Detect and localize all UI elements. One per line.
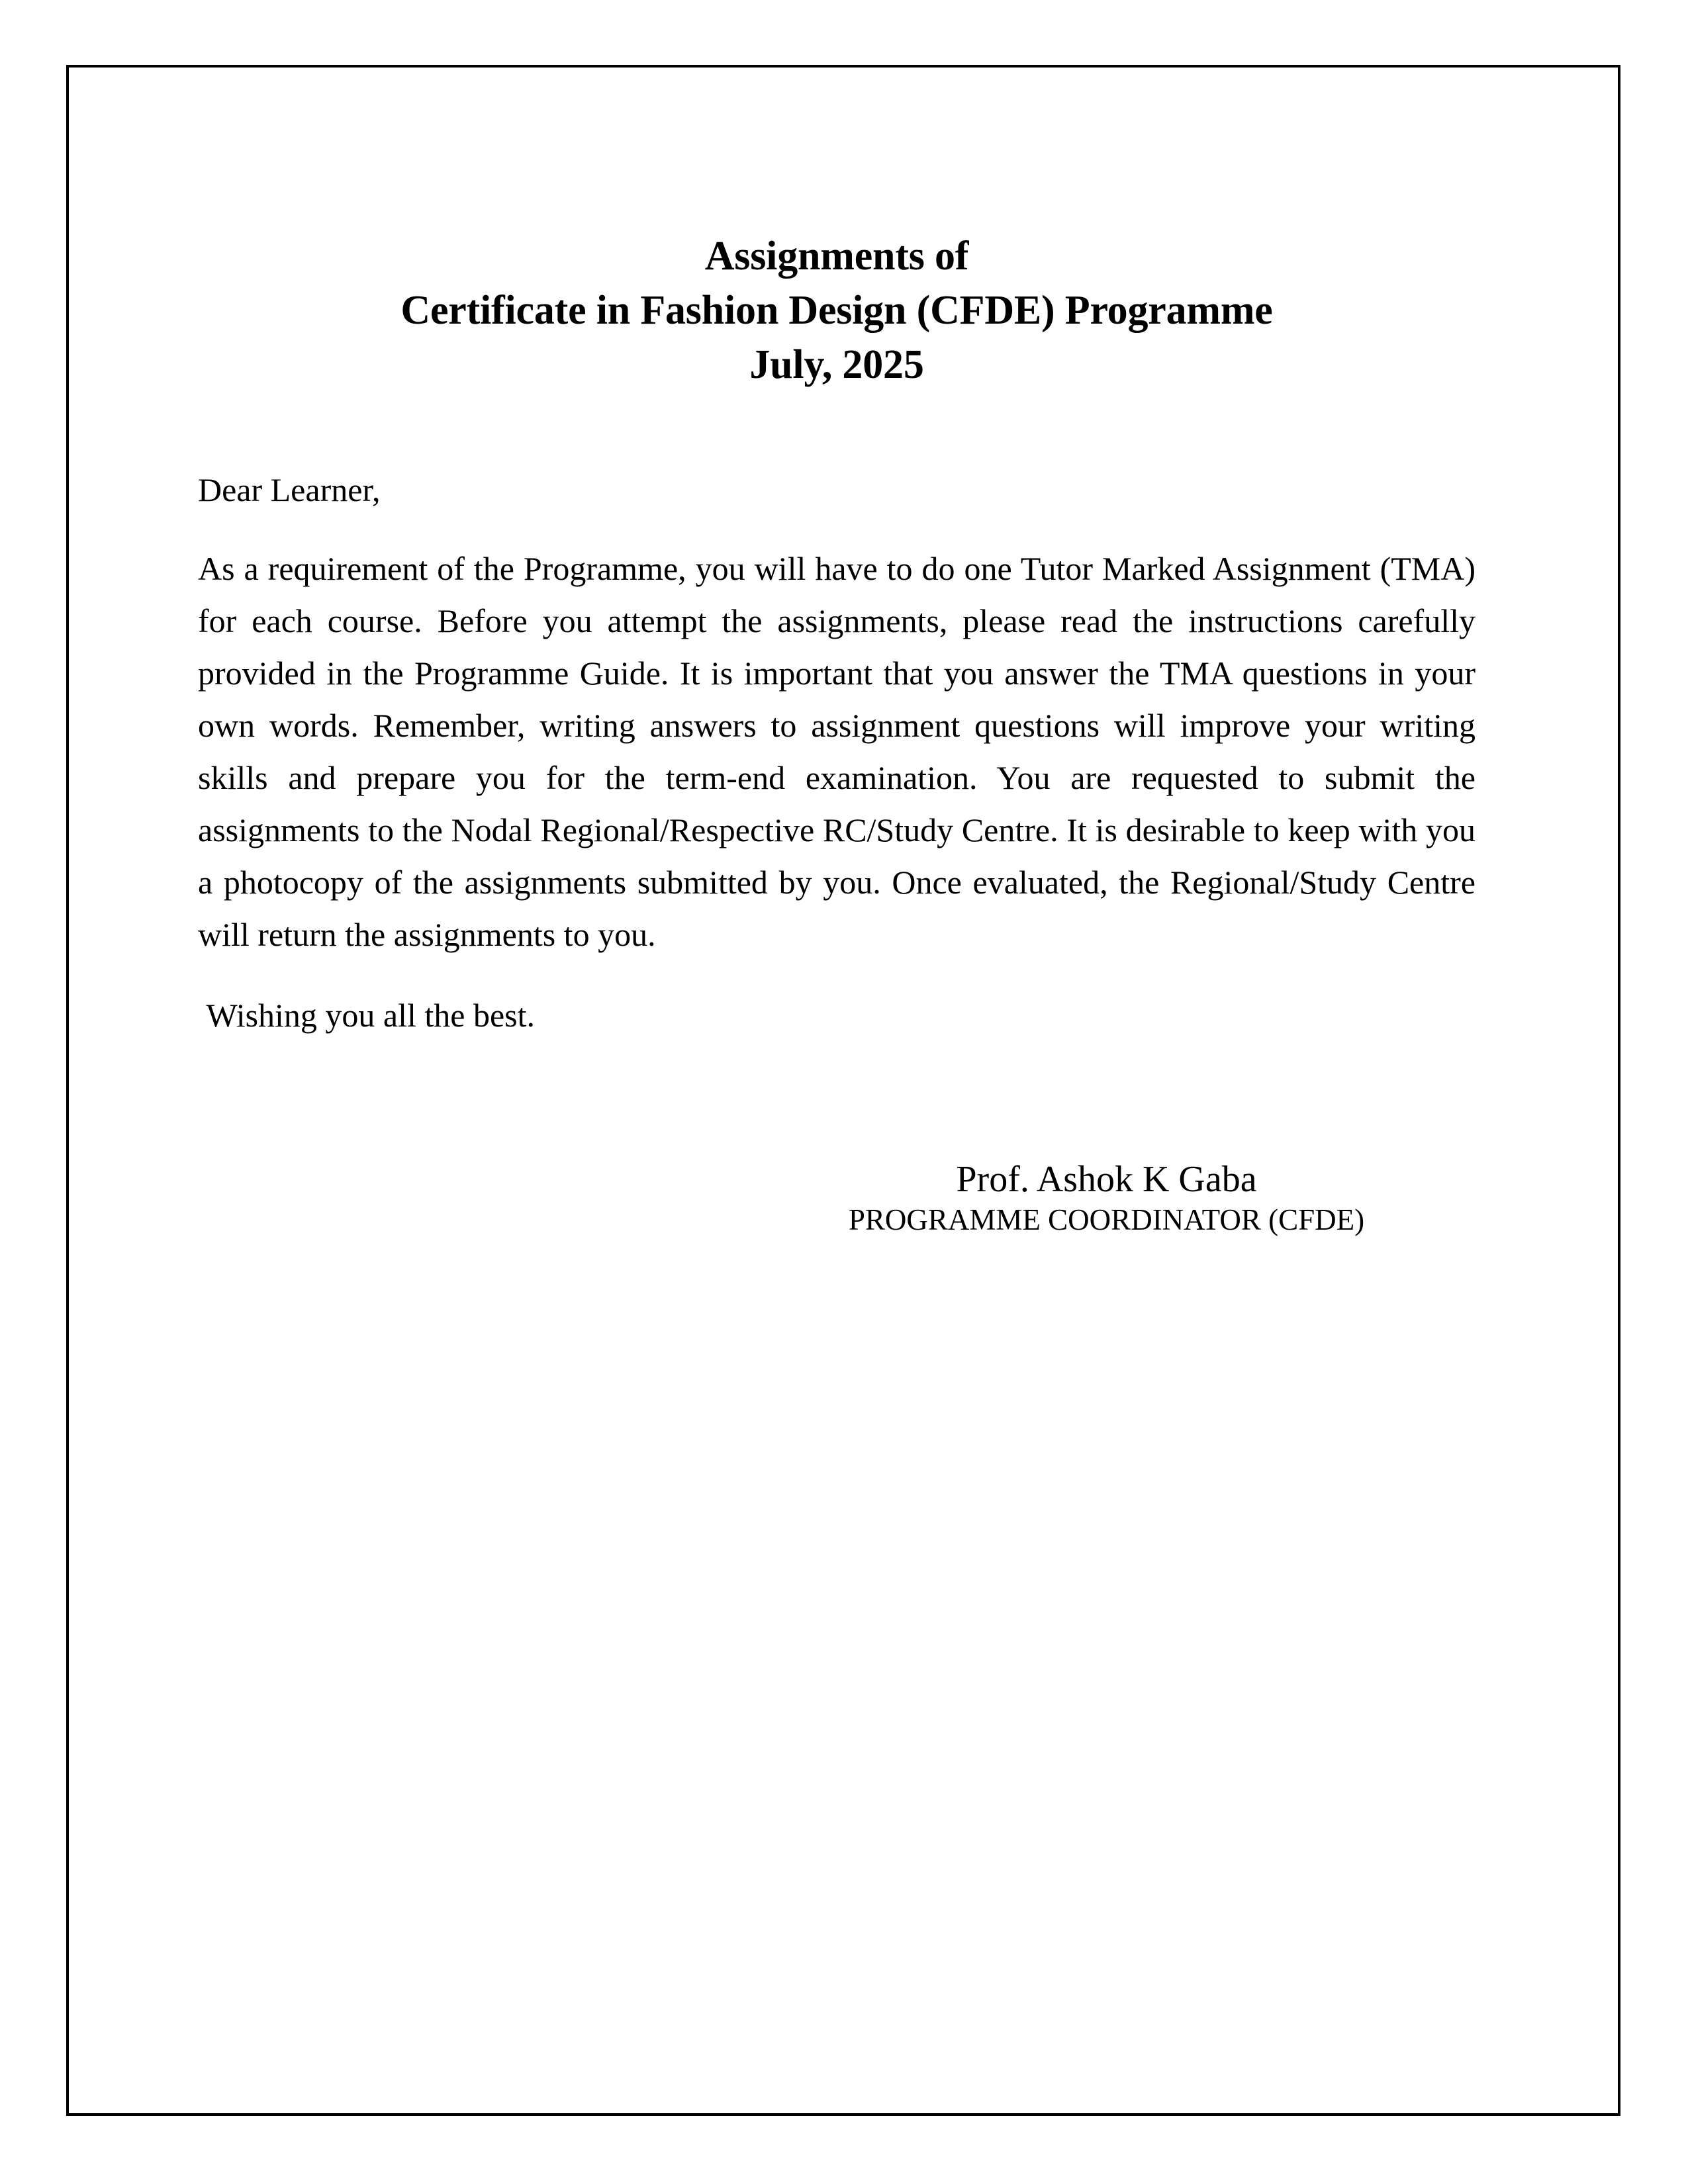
document-content <box>198 68 1476 1238</box>
letter-body-paragraph: As a requirement of the Programme, you will have to do one Tutor Marked Assignment (TMA) for each course. Before you attempt the assignments, please read the instructions carefully provided in the Programme Guide. It is important that you answer the TMA questions in your own words. Remember, writing answers to assignment questions will improve your writing skills and prepare you for the term-end examination. You are requested to submit the assignments to the Nodal Regional/Respective RC/Study Centre. It is desirable to keep with you a photocopy of the assignments submitted by you. Once evaluated, the Regional/Study Centre will return the assignments to you. <box>198 550 1476 954</box>
title-line-assignments: Assignments of <box>704 234 969 279</box>
signatory-role: PROGRAMME COORDINATOR (CFDE) <box>848 1203 1365 1236</box>
closing-line: Wishing you all the best. <box>198 997 536 1034</box>
document-title <box>198 230 1476 392</box>
title-line-programme: Certificate in Fashion Design (CFDE) Programme <box>400 287 1273 333</box>
signature-block <box>198 1158 1476 1237</box>
title-line-session: July, 2025 <box>749 341 924 387</box>
signatory-name: Prof. Ashok K Gaba <box>956 1159 1257 1201</box>
salutation-text: Dear Learner, <box>198 471 381 509</box>
page-border-frame <box>66 65 1620 2116</box>
